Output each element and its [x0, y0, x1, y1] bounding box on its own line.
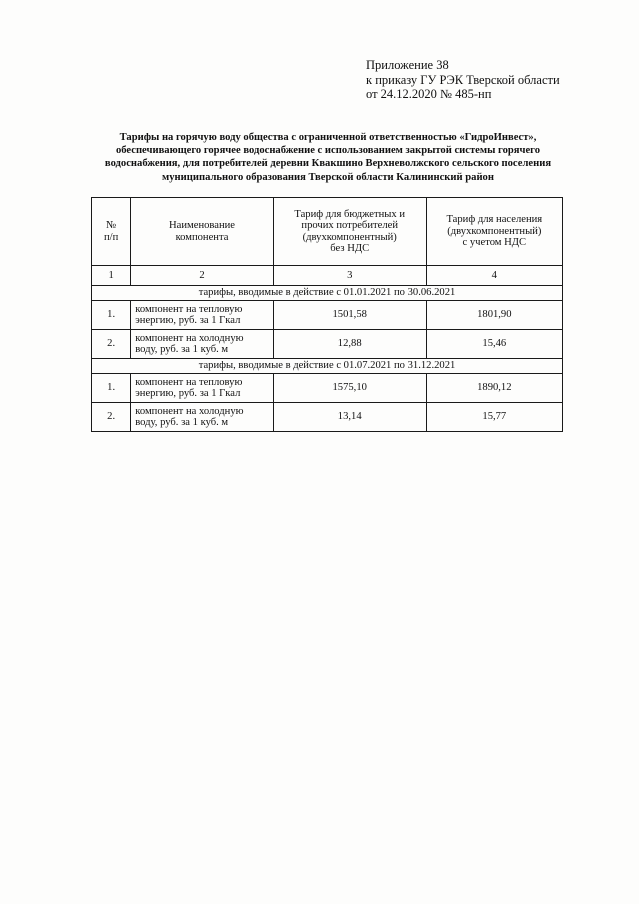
row-number: 2.	[92, 330, 131, 359]
population-tariff-value: 1801,90	[426, 301, 562, 330]
component-name: компонент на холодную воду, руб. за 1 куб. м	[131, 330, 274, 359]
column-number-row	[92, 266, 563, 286]
population-tariff-value: 15,46	[426, 330, 562, 359]
header-population-tariff: Тариф для населения (двухкомпонентный) с учетом НДС	[426, 198, 562, 266]
budget-tariff-value: 1575,10	[273, 374, 426, 403]
table-header-row	[92, 198, 563, 266]
header-budget-tariff: Тариф для бюджетных и прочих потребителей (двухкомпонентный) без НДС	[273, 198, 426, 266]
appendix-reference	[366, 58, 616, 102]
column-number: 1	[92, 266, 131, 286]
table-row	[92, 301, 563, 330]
component-name: компонент на тепловую энергию, руб. за 1 Гкал	[131, 301, 274, 330]
row-number: 1.	[92, 301, 131, 330]
budget-tariff-value: 13,14	[273, 403, 426, 432]
period-label: тарифы, вводимые в действие с 01.01.2021 по 30.06.2021	[92, 286, 563, 301]
period-label: тарифы, вводимые в действие с 01.07.2021 по 31.12.2021	[92, 359, 563, 374]
document-title	[78, 131, 578, 184]
title-line: муниципального образования Тверской области Калининский район	[162, 171, 494, 183]
component-name: компонент на холодную воду, руб. за 1 куб. м	[131, 403, 274, 432]
appendix-number: Приложение 38	[366, 58, 449, 72]
title-line: водоснабжения, для потребителей деревни Квакшино Верхневолжского сельского поселения	[104, 158, 552, 170]
budget-tariff-value: 12,88	[273, 330, 426, 359]
header-name: Наименование компонента	[131, 198, 274, 266]
row-number: 1.	[92, 374, 131, 403]
row-number: 2.	[92, 403, 131, 432]
header-num: № п/п	[92, 198, 131, 266]
table-row	[92, 330, 563, 359]
appendix-date: от 24.12.2020 № 485-нп	[366, 87, 492, 101]
tariffs-table	[91, 197, 563, 432]
column-number: 3	[273, 266, 426, 286]
column-number: 2	[131, 266, 274, 286]
period-row	[92, 359, 563, 374]
period-row	[92, 286, 563, 301]
title-line: обеспечивающего горячее водоснабжение с использованием закрытой системы горячего	[115, 145, 541, 157]
table-row	[92, 374, 563, 403]
population-tariff-value: 15,77	[426, 403, 562, 432]
column-number: 4	[426, 266, 562, 286]
table-row	[92, 403, 563, 432]
appendix-order: к приказу ГУ РЭК Тверской области	[366, 72, 560, 87]
population-tariff-value: 1890,12	[426, 374, 562, 403]
budget-tariff-value: 1501,58	[273, 301, 426, 330]
title-line: Тарифы на горячую воду общества с ограниченной ответственностью «ГидроИнвест»,	[119, 132, 537, 143]
component-name: компонент на тепловую энергию, руб. за 1 Гкал	[131, 374, 274, 403]
